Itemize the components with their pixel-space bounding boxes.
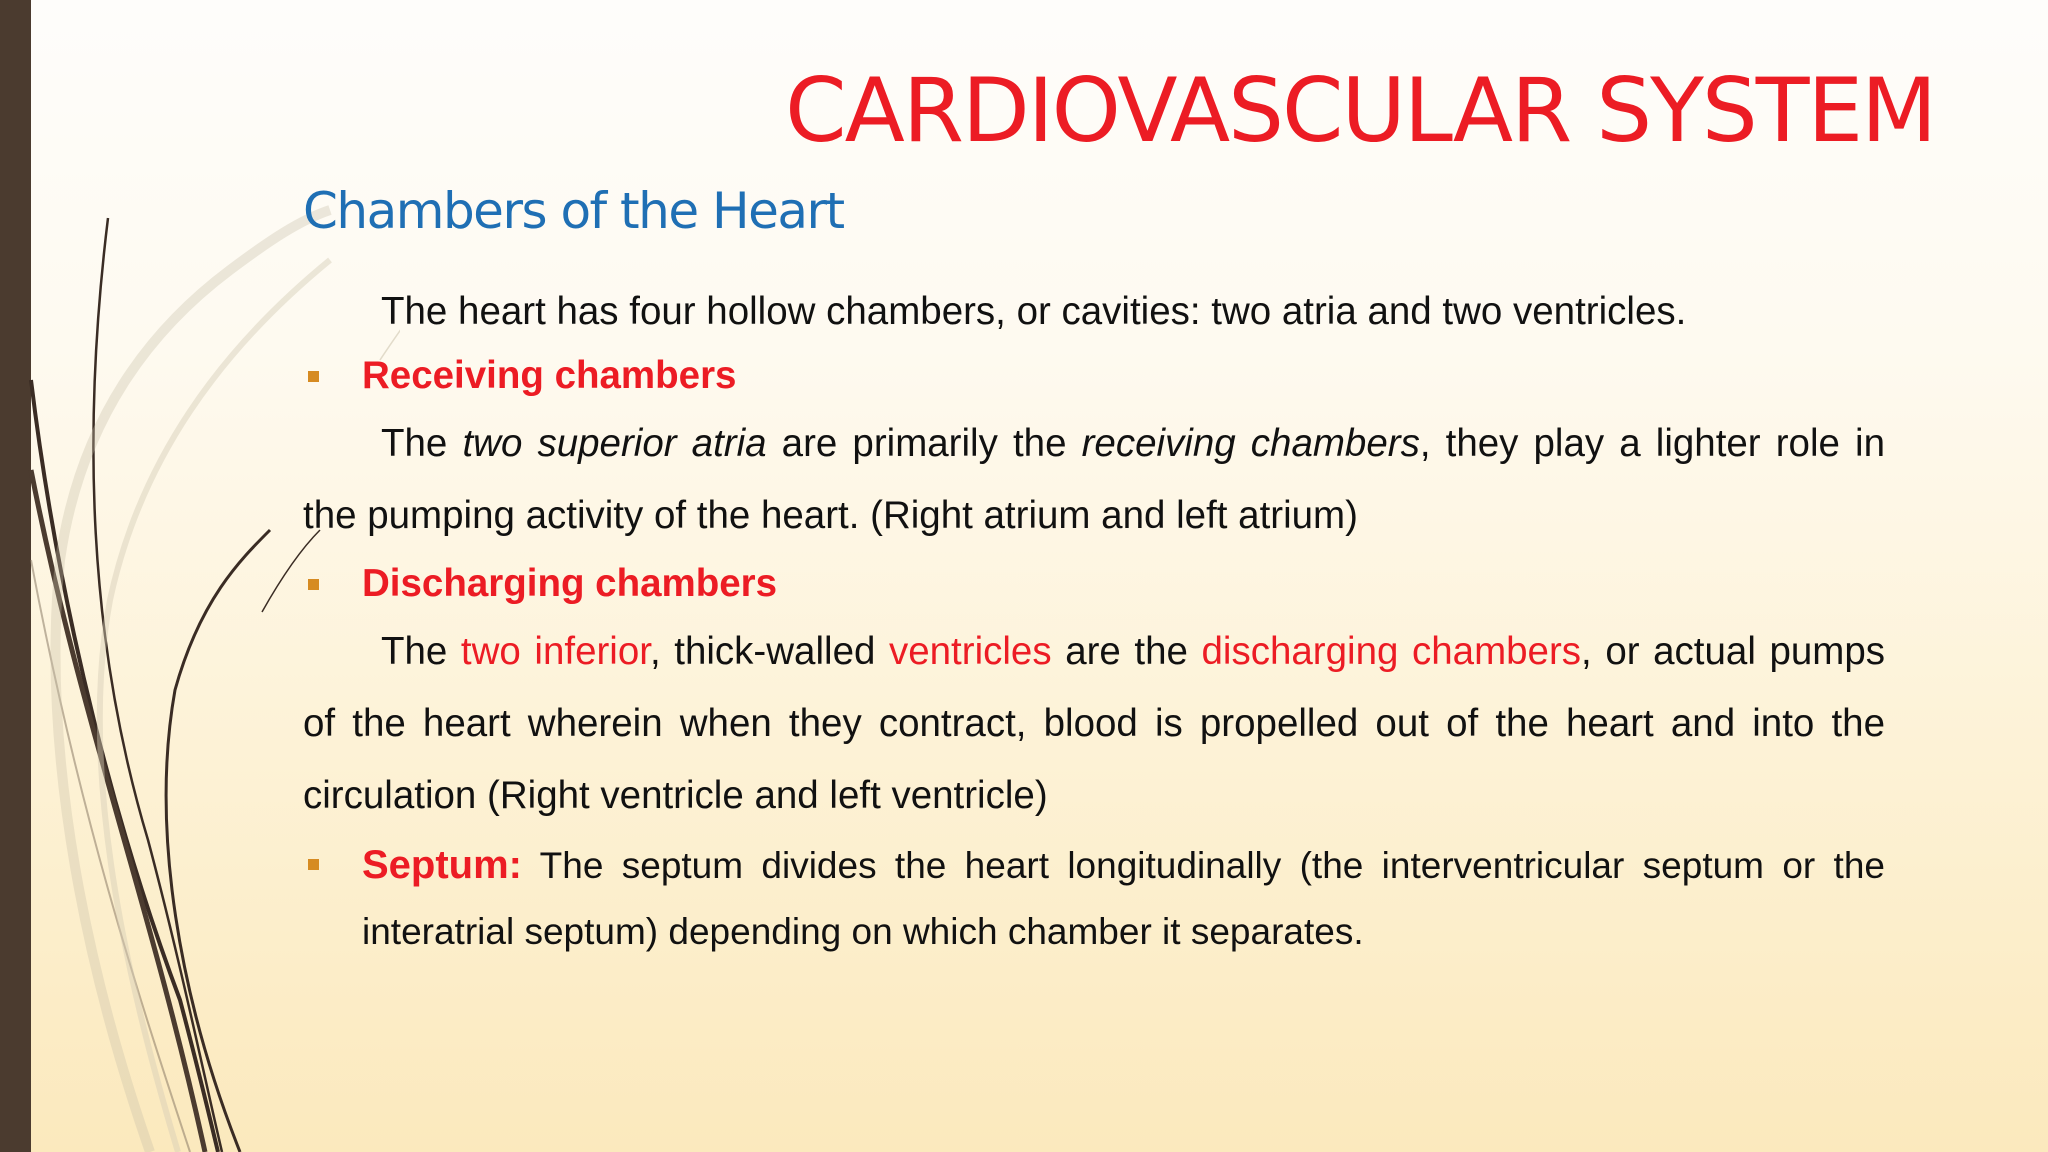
septum-label: Septum: [362,843,522,887]
slide-title: CARDIOVASCULAR SYSTEM [785,59,1935,162]
bullet-receiving-chambers: Receiving chambers [303,344,1885,408]
discharging-chambers-paragraph: The two inferior, thick-walled ventricles are the discharging chambers, or actual pumps of the heart wherein when they contract, blood is propelled out of the heart and into the circulation (Right ventricle and left ventricle) [303,630,1886,817]
slide-content [303,280,1885,965]
bullet-discharging-chambers: Discharging chambers [303,552,1885,616]
receiving-chambers-paragraph: The two superior atria are primarily the receiving chambers, they play a lighter role in the pumping activity of the heart. (Right atrium and left atrium) [303,422,1886,537]
slide-subtitle: Chambers of the Heart [303,182,844,240]
intro-paragraph: The heart has four hollow chambers, or cavities: two atria and two ventricles. [381,290,1687,333]
septum-text: The septum divides the heart longitudinally (the interventricular septum or the interatrial septum) depending on which chamber it separates. [362,845,1885,952]
bullet-septum [303,832,1885,965]
